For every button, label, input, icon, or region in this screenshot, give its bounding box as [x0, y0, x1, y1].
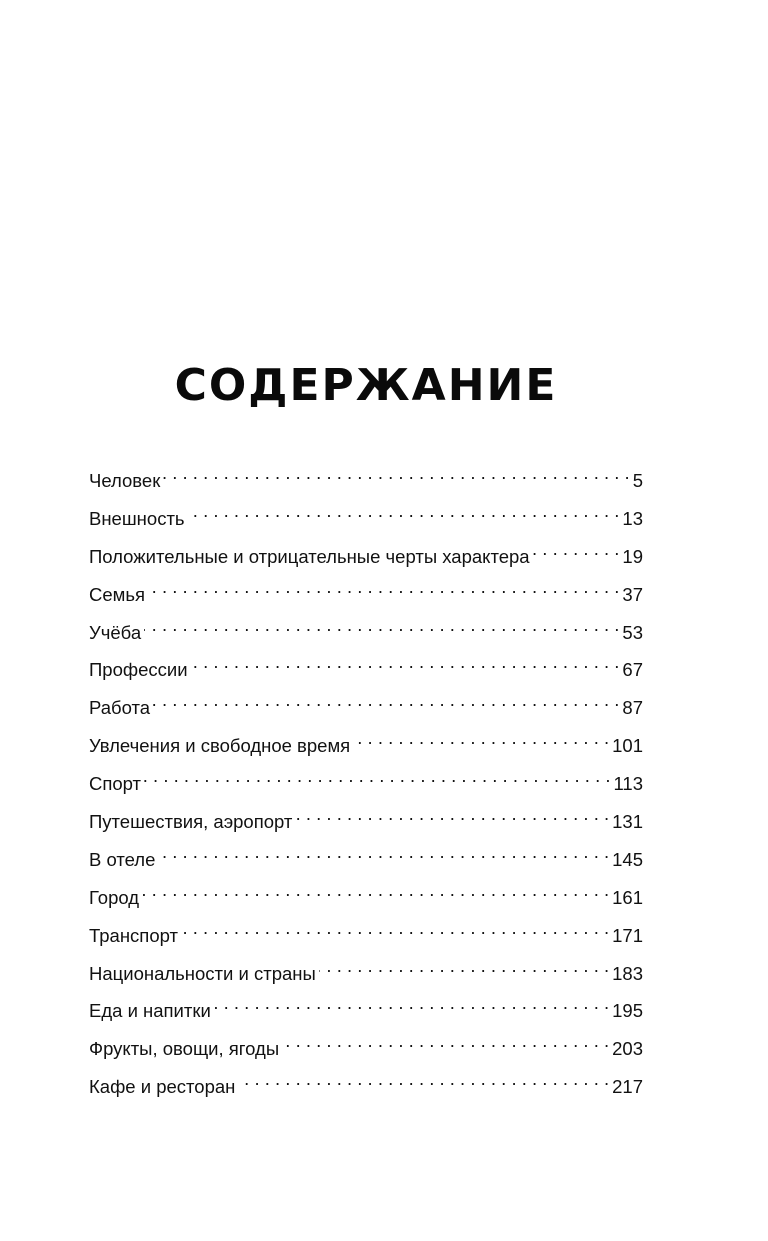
- toc-entry-title: Кафе и ресторан: [89, 1076, 236, 1098]
- dot-leader: [191, 648, 620, 676]
- toc-entry-page: 113: [613, 773, 643, 795]
- toc-entry-title: В отеле: [89, 848, 156, 870]
- toc-entry-title: Город: [89, 886, 140, 908]
- toc-entry-title: Спорт: [89, 773, 142, 795]
- toc-entry-title: Положительные и отрицательные черты характера: [89, 545, 530, 567]
- toc-entry-page: 37: [622, 583, 643, 605]
- toc-entry-sport[interactable]: [89, 762, 643, 800]
- toc-entry-title: Человек: [89, 470, 161, 491]
- toc-entry-natsionalnosti[interactable]: [89, 952, 643, 990]
- toc-entry-page: 145: [612, 848, 643, 870]
- toc-entry-page: 217: [612, 1076, 643, 1098]
- toc-entry-puteshestviya[interactable]: [89, 800, 643, 838]
- toc-entry-page: 131: [612, 811, 643, 833]
- toc-entry-page: 67: [622, 659, 643, 681]
- toc-entry-page: 87: [622, 697, 643, 719]
- toc-entry-cherty-haraktera[interactable]: [89, 535, 643, 573]
- toc-entry-semya[interactable]: [89, 573, 643, 611]
- dot-leader: [148, 573, 619, 601]
- table-of-contents: [89, 459, 643, 1103]
- dot-leader: [144, 762, 610, 790]
- toc-entry-v-otele[interactable]: [89, 838, 643, 876]
- dot-leader: [153, 686, 619, 714]
- dot-leader: [181, 914, 609, 942]
- toc-entry-uvlecheniya[interactable]: [89, 724, 643, 762]
- toc-entry-title: Семья: [89, 583, 146, 605]
- page-title: СОДЕРЖАНИЕ: [174, 360, 558, 411]
- dot-leader: [158, 838, 609, 866]
- toc-entry-page: 53: [622, 621, 643, 643]
- dot-leader: [295, 800, 609, 828]
- toc-entry-title: Внешность: [89, 507, 185, 529]
- dot-leader: [282, 1027, 609, 1055]
- toc-entry-title: Национальности и страны: [89, 962, 316, 984]
- toc-entry-page: 195: [612, 1000, 643, 1022]
- dot-leader: [142, 876, 609, 904]
- dot-leader: [188, 497, 620, 525]
- dot-leader: [353, 724, 609, 752]
- toc-entry-title: Путешествия, аэропорт: [89, 811, 293, 833]
- dot-leader: [144, 611, 619, 639]
- toc-entry-page: 101: [612, 735, 643, 757]
- toc-entry-page: 13: [622, 507, 643, 529]
- toc-entry-ucheba[interactable]: [89, 611, 643, 649]
- toc-entry-gorod[interactable]: [89, 876, 643, 914]
- toc-entry-vneshnost[interactable]: [89, 497, 643, 535]
- dot-leader: [238, 1065, 609, 1093]
- toc-entry-page: 203: [612, 1038, 643, 1060]
- toc-entry-rabota[interactable]: [89, 686, 643, 724]
- toc-entry-title: Транспорт: [89, 924, 178, 946]
- dot-leader: [163, 459, 629, 487]
- toc-entry-page: 5: [632, 470, 643, 491]
- toc-entry-page: 161: [612, 886, 643, 908]
- toc-entry-title: Еда и напитки: [89, 1000, 211, 1022]
- toc-entry-title: Работа: [89, 697, 151, 719]
- toc-entry-page: 171: [612, 924, 643, 946]
- toc-entry-page: 183: [612, 962, 643, 984]
- toc-entry-page: 19: [622, 545, 643, 567]
- dot-leader: [533, 535, 620, 563]
- toc-entry-professii[interactable]: [89, 648, 643, 686]
- toc-entry-title: Увлечения и свободное время: [89, 735, 351, 757]
- toc-entry-eda-napitki[interactable]: [89, 989, 643, 1027]
- toc-entry-title: Учёба: [89, 621, 142, 643]
- dot-leader: [214, 989, 609, 1017]
- toc-entry-kafe-restoran[interactable]: [89, 1065, 643, 1103]
- toc-entry-title: Фрукты, овощи, ягоды: [89, 1038, 280, 1060]
- toc-entry-transport[interactable]: [89, 914, 643, 952]
- toc-entry-chelovek[interactable]: [89, 459, 643, 497]
- toc-entry-frukty[interactable]: [89, 1027, 643, 1065]
- toc-entry-title: Профессии: [89, 659, 188, 681]
- dot-leader: [319, 952, 609, 980]
